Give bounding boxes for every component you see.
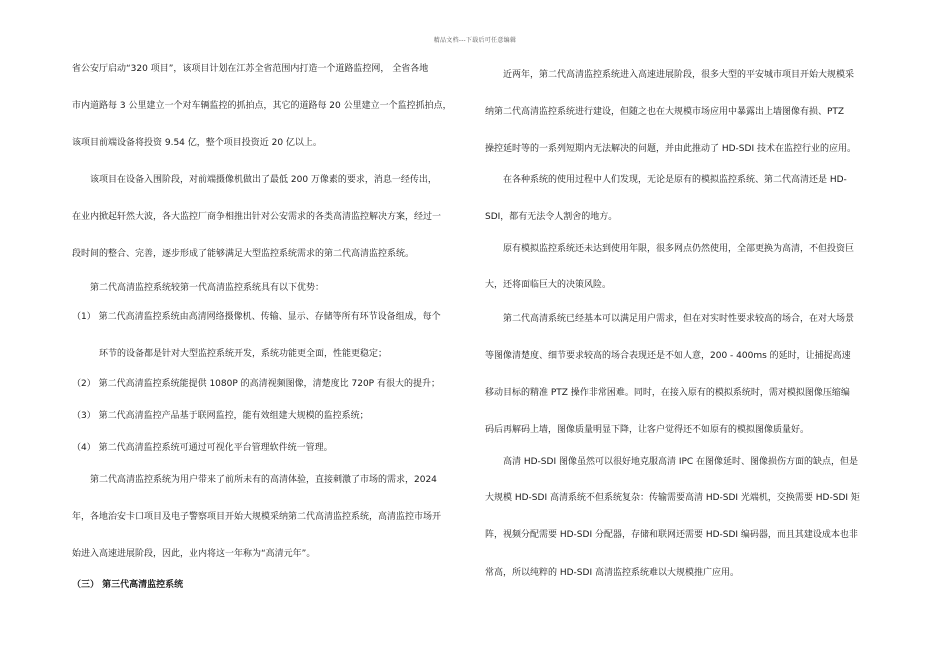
text-line: 移动目标的精准 PTZ 操作非常困难。同时，在接入原有的模拟系统时，需对模拟图像压缩编 [485, 388, 850, 398]
text-line: 操控延时等的一系列短期内无法解决的问题，并由此推动了 HD-SDI 技术在监控行业的应用。 [485, 144, 856, 154]
text-line: 该项目前端设备将投资 9.54 亿，整个项目投资近 20 亿以上。 [72, 138, 322, 148]
text-line: 大，还将面临巨大的决策风险。 [485, 280, 612, 290]
section-heading: （三） 第三代高清监控系统 [72, 580, 184, 590]
text-line: 常高，所以纯粹的 HD-SDI 高清监控系统难以大规模推广应用。 [485, 568, 739, 578]
list-item: （4） 第二代高清监控系统可通过可视化平台管理软件统一管理。 [72, 443, 333, 453]
text-line: SDI，都有无法令人割舍的地方。 [485, 212, 618, 222]
text-line: 大规模 HD-SDI 高清系统不但系统复杂：传输需要高清 HD-SDI 光端机，交换需要 HD-SDI 矩 [485, 493, 860, 503]
list-item: （1） 第二代高清监控系统由高清网络摄像机、传输、显示、存储等所有环节设备组成，每个 [72, 312, 441, 322]
text-line: 高清 HD-SDI 图像虽然可以很好地克服高清 IPC 在图像延时、图像损伤方面的缺点，但是 [503, 457, 859, 467]
text-line: 纳第二代高清监控系统进行建设，但随之也在大规模市场应用中暴露出上墙图像有损、PTZ [485, 107, 845, 117]
text-line: 该项目在设备入围阶段，对前端摄像机做出了最低 200 万像素的要求，消息一经传出， [90, 175, 437, 185]
text-line: 在业内掀起轩然大波，各大监控厂商争相推出针对公安需求的各类高清监控解决方案，经过一 [72, 212, 442, 222]
text-line: 第二代高清监控系统较第一代高清监控系统具有以下优势： [90, 283, 325, 293]
text-line: 码后再解码上墙，图像质量明显下降，让客户觉得还不如原有的模拟图像质量好。 [485, 425, 810, 435]
text-line: 段时间的整合、完善，逐步形成了能够满足大型监控系统需求的第二代高清监控系统。 [72, 249, 415, 259]
text-line: 第二代高清监控系统为用户带来了前所未有的高清体验，直接刺激了市场的需求，2024 [90, 475, 437, 485]
text-line: 在各种系统的使用过程中人们发现，无论是原有的模拟监控系统、第二代高清还是 HD- [503, 175, 847, 185]
list-item: （2） 第二代高清监控系统能提供 1080P 的高清视频图像，清楚度比 720P 有很大的提升； [72, 379, 440, 389]
text-line: 等图像清楚度、细节要求较高的场合表现还是不如人意，200 - 400ms 的延时，让捕捉高速 [485, 351, 851, 361]
list-item: （3） 第二代高清监控产品基于联网监控，能有效组建大规模的监控系统； [72, 411, 369, 421]
text-line: 省公安厅启动“320 项目”，该项目计划在江苏全省范围内打造一个道路监控网， 全省各地 [72, 64, 429, 74]
page-header: 精品文档---下载后可任意编辑 [433, 37, 517, 44]
text-line: 原有模拟监控系统还未达到使用年限，很多网点仍然使用，全部更换为高清，不但投资巨 [503, 244, 855, 254]
text-line: 第二代高清系统已经基本可以满足用户需求，但在对实时性要求较高的场合，在对大场景 [503, 314, 855, 324]
text-line: 始进入高速进展阶段，因此，业内将这一年称为“高清元年”。 [72, 549, 316, 559]
list-item-continued: 环节的设备都是针对大型监控系统开发，系统功能更全面，性能更稳定； [99, 349, 388, 359]
text-line: 阵，视频分配需要 HD-SDI 分配器，存储和联网还需要 HD-SDI 编码器，而且其建设成本也非 [485, 530, 858, 540]
text-line: 市内道路每 3 公里建立一个对车辆监控的抓拍点，其它的道路每 20 公里建立一个监控抓拍点， [72, 101, 452, 111]
text-line: 年，各地治安卡口项目及电子警察项目开始大规模采纳第二代高清监控系统，高清监控市场开 [72, 512, 442, 522]
text-line: 近两年，第二代高清监控系统进入高速进展阶段，很多大型的平安城市项目开始大规模采 [503, 70, 855, 80]
